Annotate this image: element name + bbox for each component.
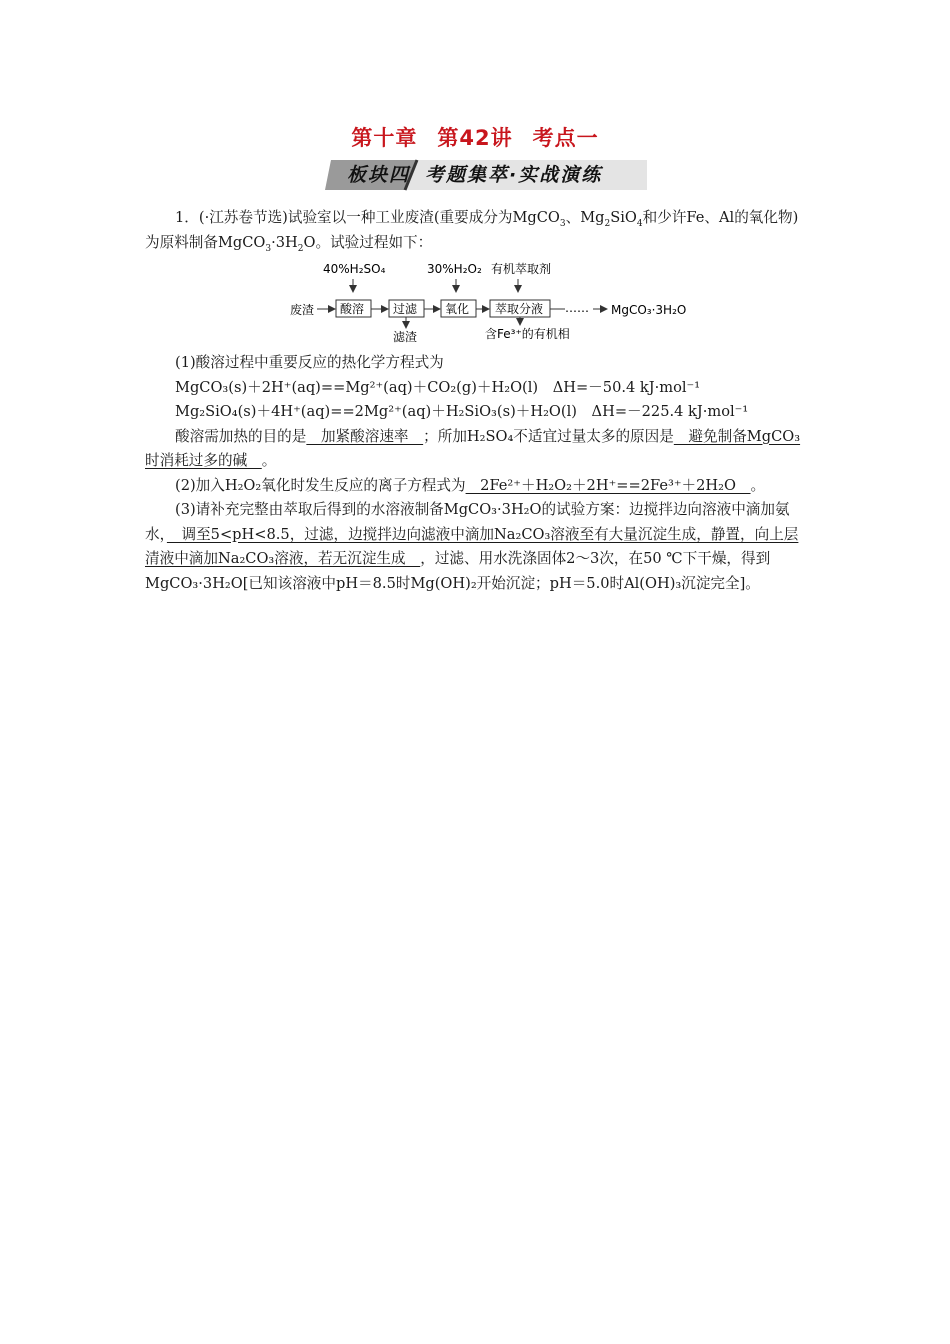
reagent-h2so4: 40%H₂SO₄ [323,262,386,276]
process-flowchart [145,257,809,345]
reagent-extractant: 有机萃取剂 [491,262,552,276]
banner-name-label: 考题集萃·实战演练 [425,164,603,186]
banner-section-label: 板块四 [347,164,411,186]
question-intro: 1．(·江苏卷节选)试验室以一种工业废渣(重要成分为MgCO$_3$、$Mg_2SiO_4$和少许Fe、Al的氧化物)为原料制备$MgCO_3\cdot 3H_2O$。试验过程如下： [145,209,799,254]
answer-heating-purpose: 加紧酸溶速率 [306,427,424,445]
flow-dots: …… [565,301,589,315]
step-oxidize: 氧化 [445,302,470,316]
chapter-label: 第十章 [351,126,418,150]
point-label: 考点一 [532,126,599,150]
product-label: MgCO₃·3H₂O [611,303,687,317]
section-banner [325,158,647,192]
page-title [0,122,950,152]
waste-organic-phase: 含Fe³⁺的有机相 [485,327,570,341]
lecture-label: 第42讲 [437,126,513,150]
equation-2: Mg₂SiO₄(s)＋4H⁺(aq)==2Mg²⁺(aq)＋H₂SiO₃(s)＋H₂O(l) ΔH=－225.4 kJ·mol⁻¹ [175,403,749,420]
part1-prompt: (1)酸溶过程中重要反应的热化学方程式为 [175,354,444,371]
part1-answer: 酸溶需加热的目的是 加紧酸溶速率 ；所加H₂SO₄不适宜过量太多的原因是 避免制备MgCO₃时消耗过多的碱 。 [145,427,801,469]
step-acid-dissolve: 酸溶 [340,302,365,316]
step-extract: 萃取分液 [495,302,544,316]
equation-1: MgCO₃(s)＋2H⁺(aq)==Mg²⁺(aq)＋CO₂(g)＋H₂O(l) ΔH=－50.4 kJ·mol⁻¹ [175,378,701,396]
part2: (2)加入H₂O₂氧化时发生反应的离子方程式为 2Fe²⁺＋H₂O₂＋2H⁺==2Fe³⁺＋2H₂O 。 [175,476,766,494]
step-filter: 过滤 [393,302,418,316]
reagent-h2o2: 30%H₂O₂ [427,262,482,276]
part3: (3)请补充完整由萃取后得到的水溶液制备MgCO₃·3H₂O的试验方案：边搅拌边向溶液中滴加氨水， 调至5<pH<8.5，过滤，边搅拌边向滤液中滴加Na₂CO₃溶液至有大量沉淀生成，静置，向上层清液中滴加Na₂CO₃溶液，若无沉淀生成 ，过滤、用水洗涤固体2～3次，在50 ℃下干燥，得到MgCO₃·3H₂O[已知该溶液中pH＝8.5时Mg(OH)₂开始沉淀；pH＝5.0时Al(OH)₃沉淀完全]。 [145,501,799,592]
start-waste: 废渣 [290,303,315,317]
answer-ionic-equation: 2Fe²⁺＋H₂O₂＋2H⁺==2Fe³⁺＋2H₂O [465,476,751,494]
waste-residue: 滤渣 [393,330,418,344]
answer-excess-acid-reason: 避免制备MgCO₃时消耗过多的碱 [145,427,801,469]
answer-procedure: 调至5<pH<8.5，过滤，边搅拌边向滤液中滴加Na₂CO₃溶液至有大量沉淀生成，静置，向上层清液中滴加Na₂CO₃溶液，若无沉淀生成 [145,525,799,567]
question-body [145,206,809,596]
